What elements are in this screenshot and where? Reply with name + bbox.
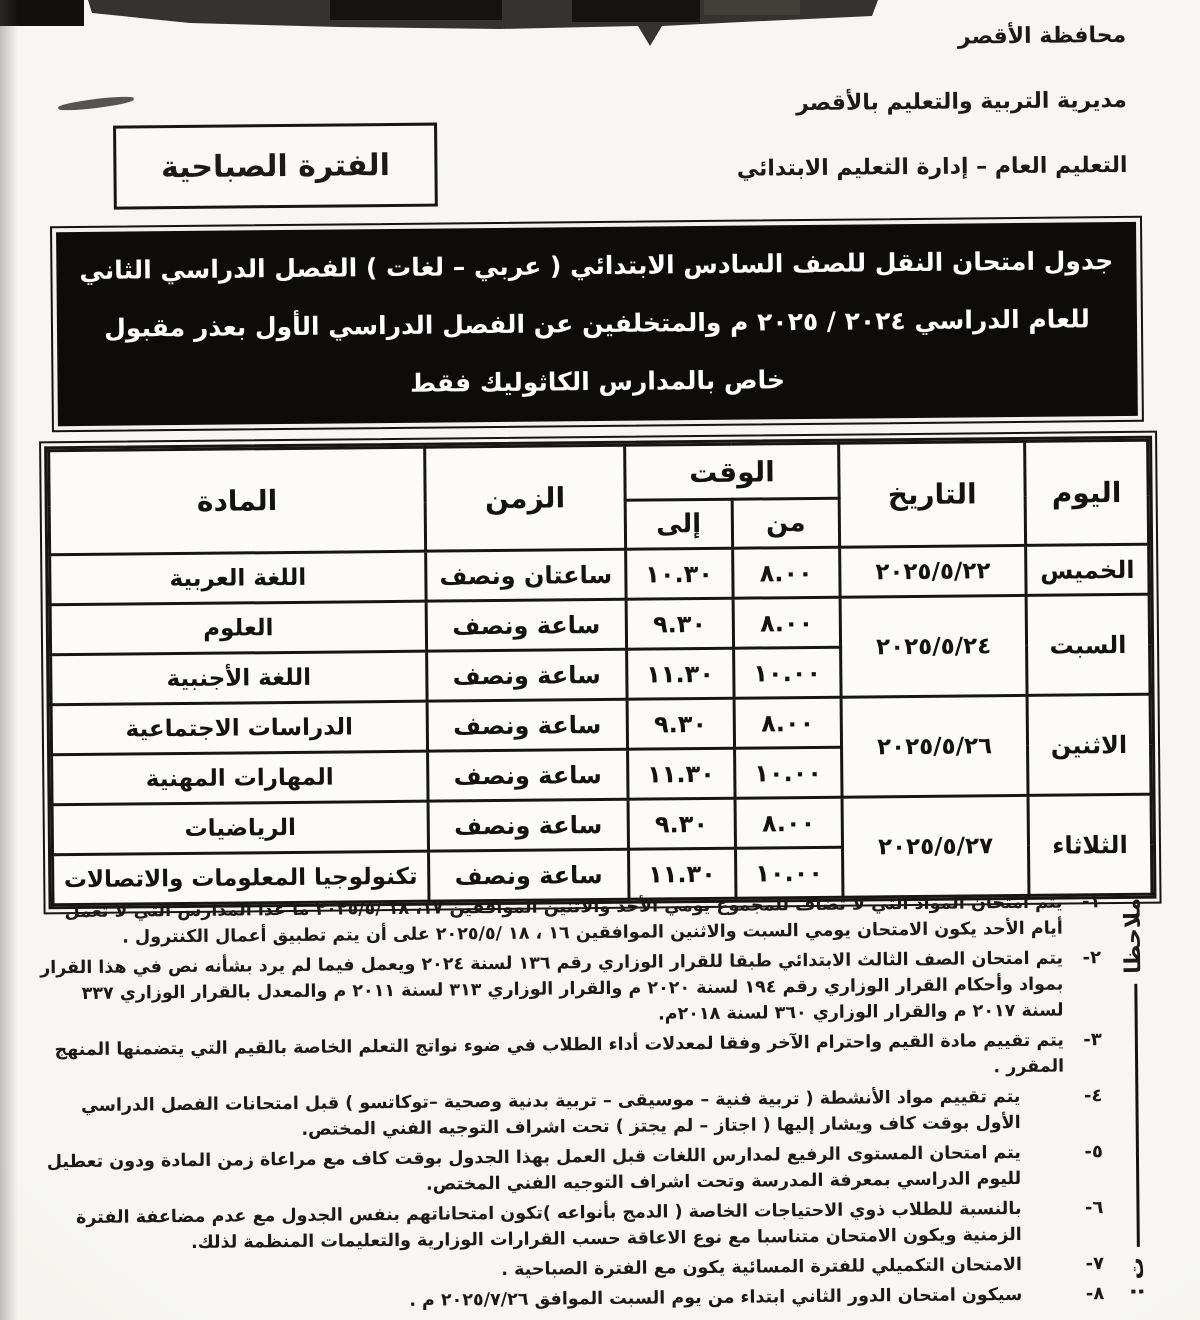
date-cell: ٢٠٢٥/٥/٢٦	[841, 695, 1028, 797]
note-number: ٢-	[1082, 947, 1102, 969]
note-number: ٤-	[1083, 1085, 1103, 1107]
day-cell: السبت	[1026, 594, 1150, 695]
administration-line: التعليم العام – إدارة التعليم الابتدائي	[736, 152, 1128, 182]
to-cell: ١١.٣٠	[628, 848, 735, 899]
note-item	[37, 945, 1102, 1033]
table-row	[50, 594, 1149, 655]
scan-artifact-band	[0, 0, 1200, 60]
note-text: يتم امتحان المواد التي لا تضاف للمجموع يومي الأحد والاثنين الموافقين ١٧، ١٨ /٢٠٢٥/٥ ما عدا المدارس التي لا تعمل أيام الأحد يكون الامتحان يومي السبت والاثنين الموافقين ١٦ ، ١٨ /٢٠٢٥/٥ على أن يتم تطبيق أعمال الكنترول .	[64, 892, 1063, 948]
note-number: ٧-	[1085, 1253, 1105, 1275]
time-column-header: الوقت	[625, 443, 840, 500]
note-item	[38, 1027, 1102, 1089]
duration-cell: ساعة ونصف	[427, 649, 627, 701]
note-item	[38, 1083, 1102, 1145]
day-cell: الخميس	[1026, 544, 1150, 595]
date-cell: ٢٠٢٥/٥/٢٧	[842, 795, 1029, 897]
title-line-2: للعام الدراسي ٢٠٢٤ / ٢٠٢٥ م والمتخلفين عن الفصل الدراسي الأول بعذر مقبول	[103, 304, 1090, 343]
note-number: ٣-	[1083, 1029, 1102, 1051]
note-text: يتم امتحان المستوى الرفيع لمدارس اللغات قبل العمل بهذا الجدول بوقت كاف مع مراعاة زمن المادة ودون تعطيل لليوم الدراسي بمعرفة المدرسة وتحت اشراف التوجيه الفني المختص.	[46, 1142, 1022, 1195]
notes-section	[36, 887, 1164, 1318]
subject-cell: العلوم	[50, 601, 426, 655]
duration-cell: ساعة ونصف	[428, 799, 628, 851]
notes-label-kashida-line	[1134, 984, 1140, 1248]
date-cell: ٢٠٢٥/٥/٢٤	[840, 595, 1027, 697]
day-cell: الاثنين	[1027, 694, 1151, 795]
to-cell: ١١.٣٠	[627, 648, 734, 699]
note-item	[36, 889, 1100, 951]
period-badge: الفترة الصباحية	[113, 123, 438, 210]
date-column-header: التاريخ	[839, 441, 1026, 547]
to-cell: ١٠.٣٠	[626, 548, 733, 599]
from-cell: ١٠.٠٠	[735, 847, 843, 898]
note-number: ٦-	[1084, 1197, 1104, 1219]
from-cell: ٨.٠٠	[735, 797, 843, 848]
table-row	[52, 794, 1151, 855]
notes-margin	[1104, 887, 1164, 1308]
duration-cell: ساعة ونصف	[427, 699, 627, 751]
exam-title-inner	[56, 222, 1138, 426]
notes-label-end: ت :	[1123, 1257, 1149, 1297]
subject-cell: اللغة العربية	[50, 551, 426, 605]
note-number: ١-	[1081, 891, 1101, 913]
duration-cell: ساعتان ونصف	[426, 549, 626, 601]
note-item	[40, 1281, 1104, 1317]
day-cell: الثلاثاء	[1028, 794, 1152, 895]
note-text: سيكون امتحان الدور الثاني ابتداء من يوم السبت الموافق ٢٠٢٥/٧/٢٦ م .	[409, 1284, 1023, 1311]
exam-title-block	[50, 216, 1144, 432]
governorate-line: محافظة الأقصر	[957, 22, 1127, 50]
exam-schedule-table-frame	[44, 436, 1156, 910]
notes-list	[36, 887, 1104, 1317]
time-from-header: من	[732, 498, 840, 548]
duration-cell: ساعة ونصف	[427, 749, 627, 801]
subject-cell: الدراسات الاجتماعية	[51, 701, 427, 755]
to-cell: ٩.٣٠	[628, 798, 735, 849]
exam-schedule-table	[47, 439, 1153, 907]
subject-column-header: المادة	[49, 447, 426, 555]
from-cell: ١٠.٠٠	[733, 647, 841, 698]
duration-cell: ساعة ونصف	[428, 849, 628, 901]
to-cell: ٩.٣٠	[627, 698, 734, 749]
subject-cell: تكنولوجيا المعلومات والاتصالات	[53, 851, 429, 905]
table-row	[51, 694, 1150, 755]
notes-vertical-label	[1107, 898, 1163, 1296]
note-text: يتم تقييم مواد الأنشطة ( تربية فنية – موسيقى – تربية بدنية وصحية –توكاتسو ) قبل امتحانات الفصل الدراسي الأول بوقت كاف ويشار إليها ( اجتاز – لم يجتز ) تحت اشراف التوجيه الفني المختص.	[80, 1086, 1021, 1140]
from-cell: ٨.٠٠	[732, 547, 840, 598]
note-number: ٨-	[1085, 1283, 1105, 1305]
duration-cell: ساعة ونصف	[426, 599, 626, 651]
from-cell: ٨.٠٠	[733, 597, 841, 648]
subject-cell: الرياضيات	[52, 801, 428, 855]
note-text: يتم تقييم مادة القيم واحترام الآخر وفقا لمعدلات أداء الطلاب في ضوء نواتج التعلم الخاصة بالقيم التي يتضمنها المنهج المقرر .	[54, 1030, 1065, 1078]
note-text: بالنسبة للطلاب ذوي الاحتياجات الخاصة ( الدمج بأنواعه )تكون امتحاناتهم بنفس الجدول مع عدم مضاعفة الفترة الزمنية ويكون الامتحان متناسبا مع نوع الاعاقة حسب القرارات الوزارية والتعليمات المنظمة لذلك.	[75, 1198, 1022, 1253]
title-line-3: خاص بالمدارس الكاثوليك فقط	[409, 365, 786, 398]
date-cell: ٢٠٢٥/٥/٢٢	[840, 545, 1026, 597]
subject-cell: اللغة الأجنبية	[51, 651, 427, 705]
to-cell: ٩.٣٠	[626, 598, 733, 649]
from-cell: ١٠.٠٠	[734, 747, 842, 798]
note-text: الامتحان التكميلي للفترة المسائية يكون مع الفترة الصباحية .	[501, 1254, 1023, 1280]
time-to-header: إلى	[625, 499, 732, 549]
from-cell: ٨.٠٠	[734, 697, 842, 748]
to-cell: ١١.٣٠	[627, 748, 734, 799]
title-line-1: جدول امتحان النقل للصف السادس الابتدائي ( عربي – لغات ) الفصل الدراسي الثاني	[79, 246, 1114, 285]
duration-column-header: الزمن	[425, 445, 626, 551]
day-column-header: اليوم	[1025, 440, 1149, 545]
note-number: ٥-	[1084, 1141, 1104, 1163]
subject-cell: المهارات المهنية	[52, 751, 428, 805]
notes-label-start: ملاحظا	[1120, 897, 1146, 974]
note-item	[39, 1139, 1103, 1201]
note-text: يتم امتحان الصف الثالث الابتدائي طبقا للقرار الوزاري رقم ١٣٦ لسنة ٢٠٢٤ ويعمل فيما لم يرد بشأنه نص في هذا القرار بمواد وأحكام القرار الوزاري رقم ١٩٤ لسنة ٢٠٢٠ م والقرار الوزاري ٣١٣ لسنة ٢٠١١ م والمعدل بالقرار الوزاري ٣٣٧ لسنة ٢٠١٧ م والقرار الوزاري ٣٦٠ لسنة ٢٠١٨م.	[40, 948, 1064, 1025]
note-item	[39, 1195, 1103, 1257]
directorate-line: مديرية التربية والتعليم بالأقصر	[796, 87, 1127, 117]
